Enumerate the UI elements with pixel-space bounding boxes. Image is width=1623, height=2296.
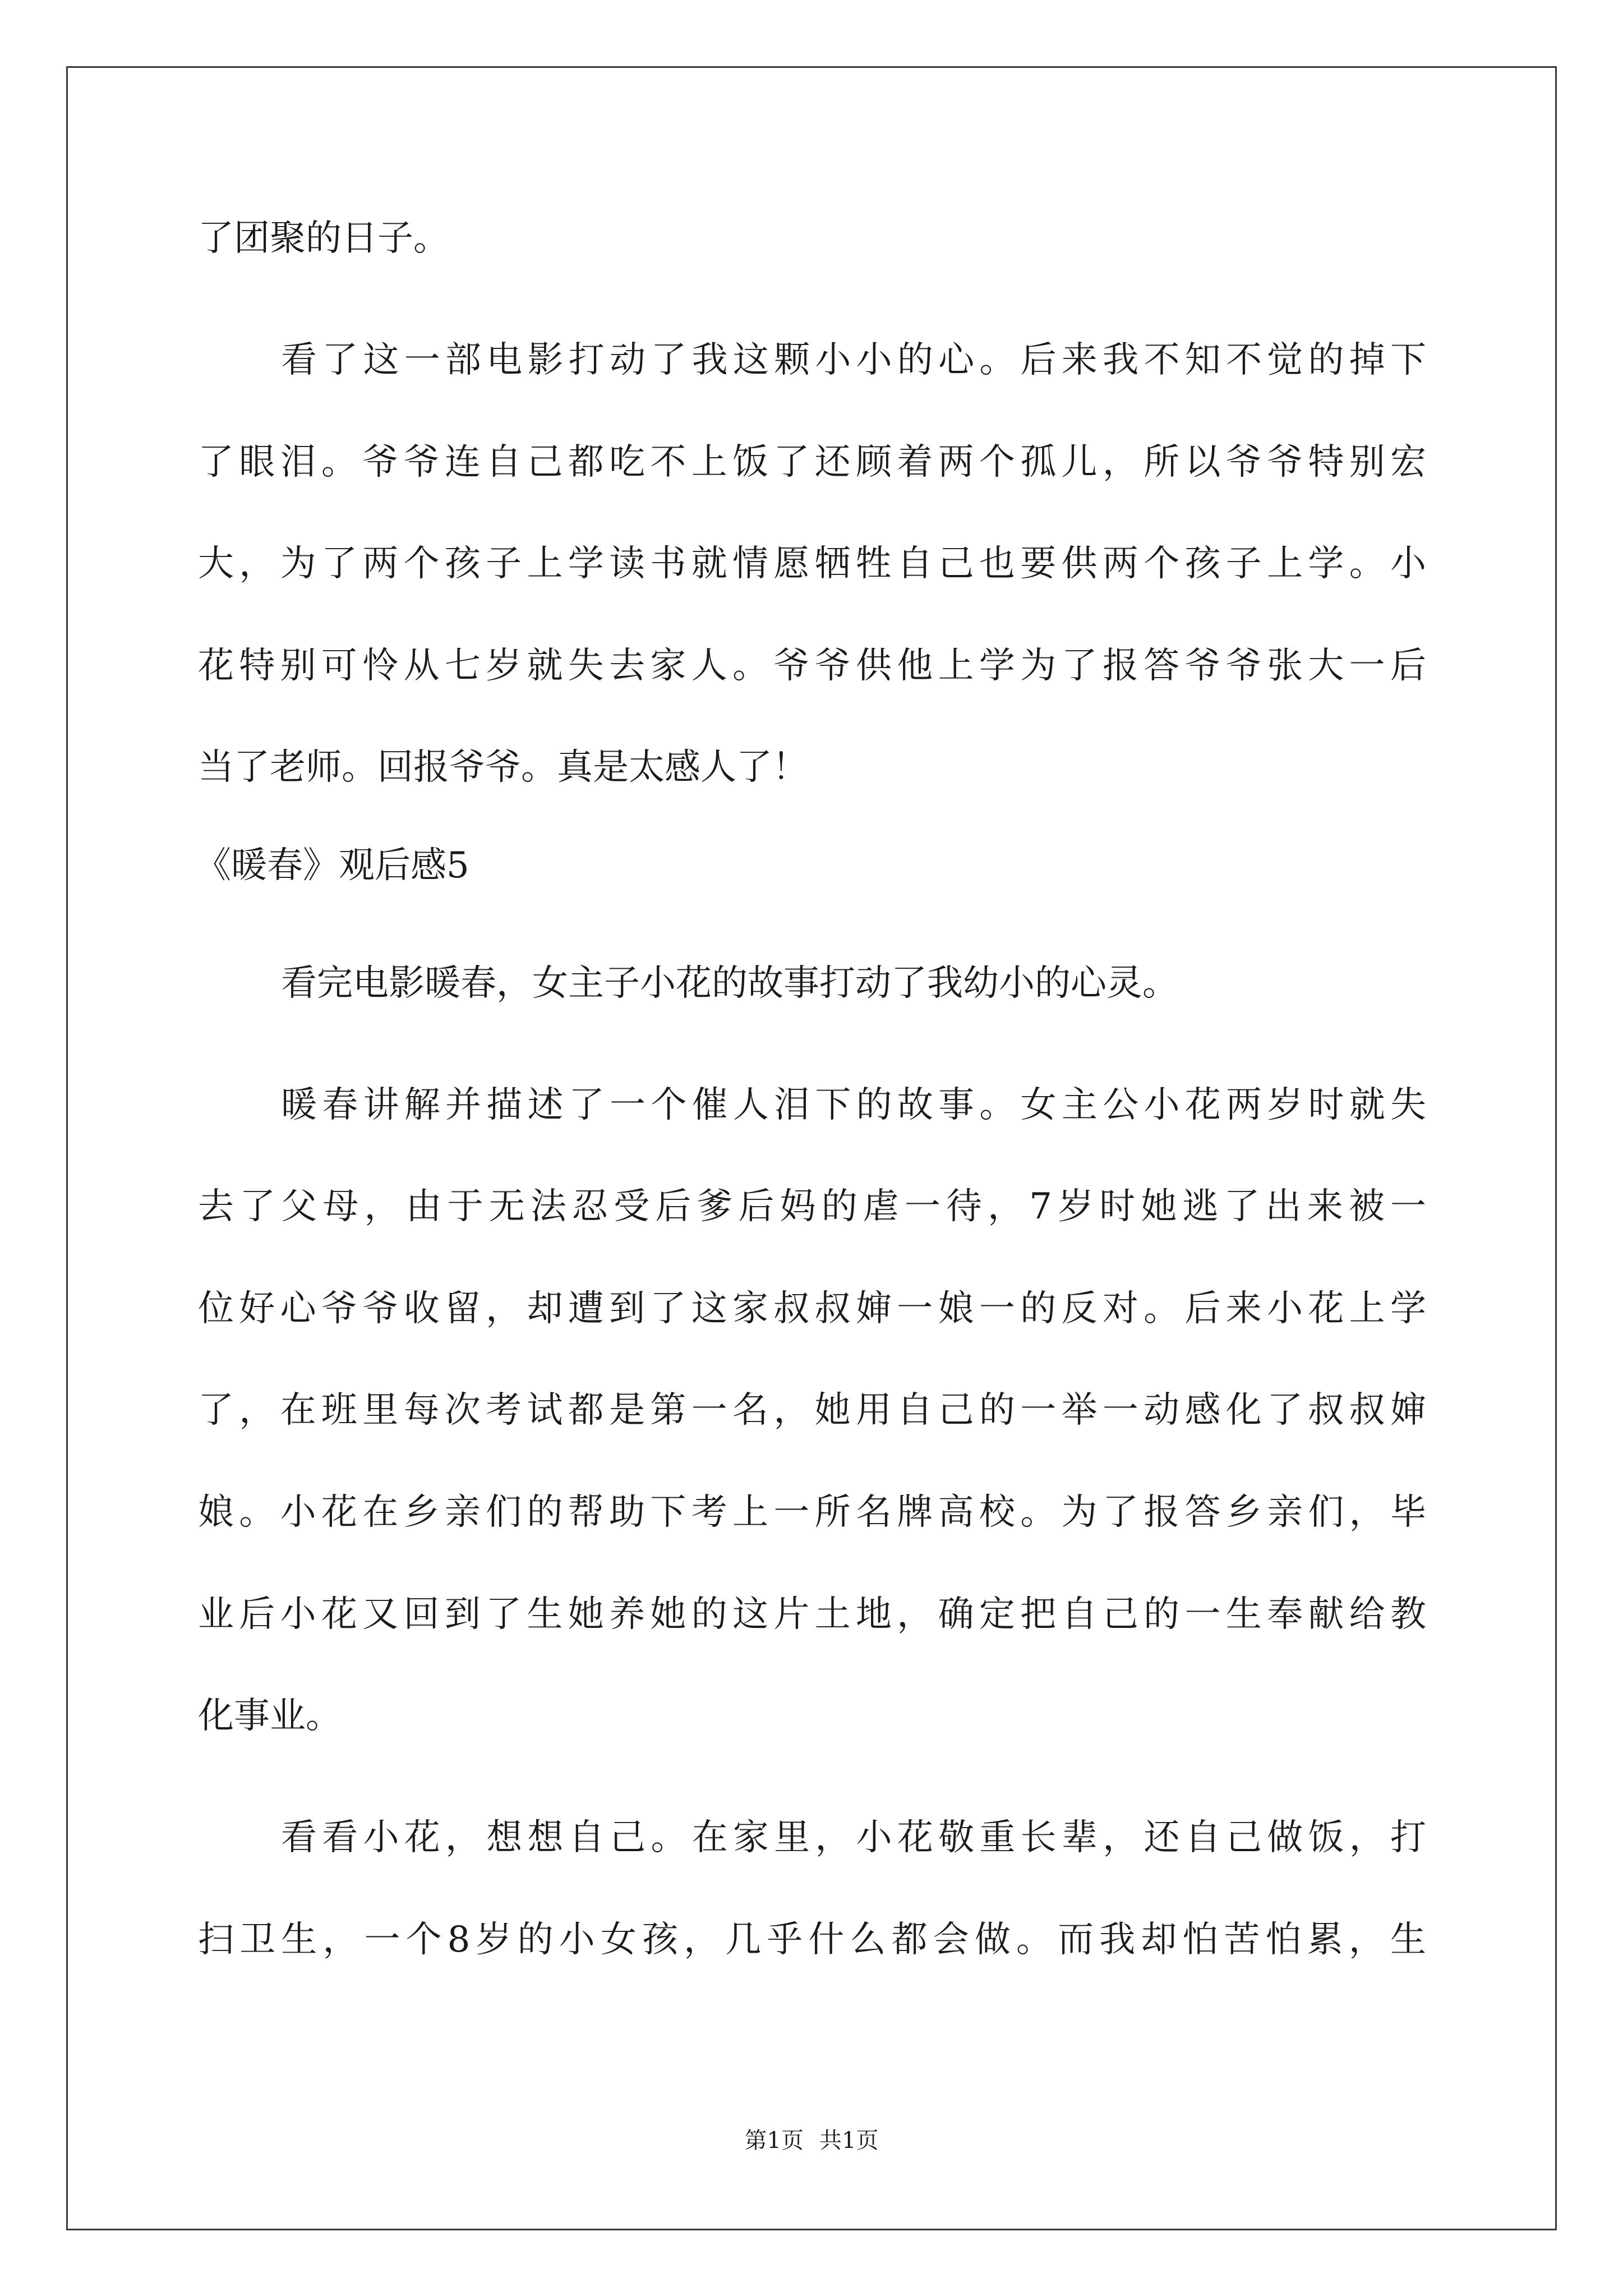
page-border <box>66 66 1557 2230</box>
paragraph-line: 看了这一部电影打动了我这颗小小的心。后来我不知不觉的掉下 <box>281 339 1426 381</box>
paragraph-line: 化事业。 <box>198 1695 342 1737</box>
paragraph-line: 去了父母，由于无法忍受后爹后妈的虐一待，7岁时她逃了出来被一 <box>198 1186 1426 1227</box>
page-number: 第1页 <box>744 2128 804 2154</box>
paragraph-line: 花特别可怜从七岁就失去家人。爷爷供他上学为了报答爷爷张大一后 <box>198 645 1426 687</box>
paragraph-line: 大，为了两个孩子上学读书就情愿牺牲自己也要供两个孩子上学。小 <box>198 543 1426 585</box>
section-heading: 《暖春》观后感5 <box>195 845 469 886</box>
paragraph-line: 暖春讲解并描述了一个催人泪下的故事。女主公小花两岁时就失 <box>281 1084 1426 1126</box>
paragraph-line: 位好心爷爷收留，却遭到了这家叔叔婶一娘一的反对。后来小花上学 <box>198 1288 1426 1329</box>
page-total: 共1页 <box>819 2128 879 2154</box>
paragraph-line: 当了老师。回报爷爷。真是太感人了！ <box>198 747 808 788</box>
paragraph-line: 看看小花，想想自己。在家里，小花敬重长辈，还自己做饭，打 <box>281 1817 1426 1858</box>
paragraph-line: 业后小花又回到了生她养她的这片土地，确定把自己的一生奉献给教 <box>198 1594 1426 1635</box>
paragraph-line: 了团聚的日子。 <box>198 218 449 259</box>
page-footer <box>0 2125 1623 2156</box>
paragraph-line: 了，在班里每次考试都是第一名，她用自己的一举一动感化了叔叔婶 <box>198 1389 1426 1431</box>
paragraph-line: 了眼泪。爷爷连自己都吃不上饭了还顾着两个孤儿，所以爷爷特别宏 <box>198 441 1426 483</box>
paragraph-line: 看完电影暖春，女主子小花的故事打动了我幼小的心灵。 <box>281 963 1178 1004</box>
paragraph-line: 扫卫生，一个8岁的小女孩，几乎什么都会做。而我却怕苦怕累，生 <box>198 1919 1426 1961</box>
paragraph-line: 娘。小花在乡亲们的帮助下考上一所名牌高校。为了报答乡亲们，毕 <box>198 1492 1426 1533</box>
